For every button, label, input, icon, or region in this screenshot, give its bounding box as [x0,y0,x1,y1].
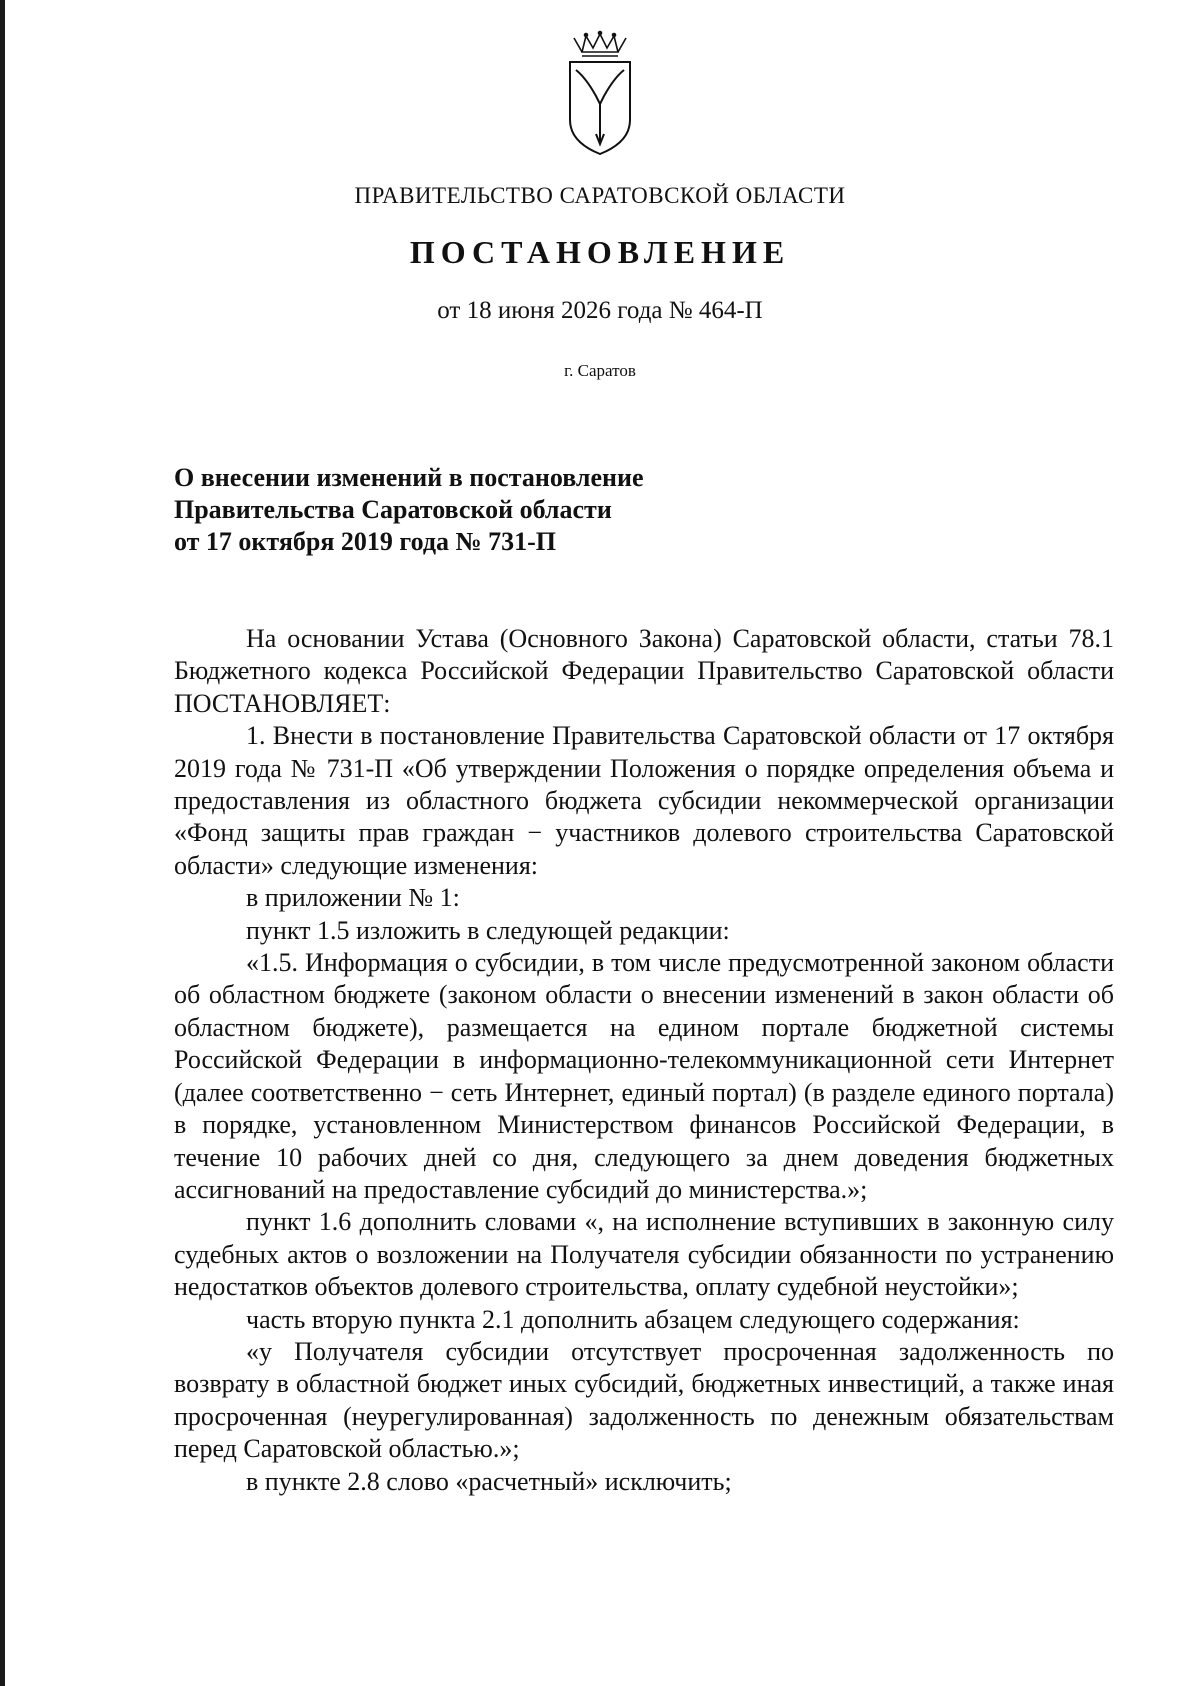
body-paragraph: пункт 1.5 изложить в следующей редакции: [246,915,730,945]
body-paragraph: пункт 1.6 дополнить словами «, на исполнение вступивших в законную силу судебных актов о возложении на Получателя субсидии обязанности по устранению недостатков объектов долевого строительства, оплату судебной неустойки»; [174,1207,1114,1302]
organization-name: ПРАВИТЕЛЬСТВО САРАТОВСКОЙ ОБЛАСТИ [354,183,846,208]
subject-line: Правительства Саратовской области [174,495,612,524]
document-city: г. Саратов [564,361,636,380]
body-paragraph: На основании Устава (Основного Закона) Саратовской области, статьи 78.1 Бюджетного кодекса Российской Федерации Правительство Саратовской области ПОСТАНОВЛЯЕТ: [174,624,1114,718]
subject-line: от 17 октября 2019 года № 731-П [174,527,557,556]
coat-of-arms-icon [560,30,640,160]
subject-line: О внесении изменений в постановление [174,463,644,492]
document-type: ПОСТАНОВЛЕНИЕ [409,234,791,270]
document-subject [174,462,874,558]
body-paragraph: в приложении № 1: [246,883,460,913]
document-date-number: от 18 июня 2026 года № 464-П [437,297,763,324]
body-paragraph: часть вторую пункта 2.1 дополнить абзацем следующего содержания: [246,1304,1020,1334]
body-paragraph: 1. Внести в постановление Правительства Саратовской области от 17 октября 2019 года № 731-П «Об утверждении Положения о порядке определения объема и предоставления из областного бюджета субсидии некоммерческой организации «Фонд защиты прав граждан − участников долевого строительства Саратовской области» следующие изменения: [174,721,1114,880]
document-body [174,623,1114,1498]
body-paragraph: «у Получателя субсидии отсутствует просроченная задолженность по возврату в областной бюджет иных субсидий, бюджетных инвестиций, а также иная просроченная (неурегулированная) задолженность по денежным обязательствам перед Саратовской областью.»; [174,1336,1114,1464]
body-paragraph: «1.5. Информация о субсидии, в том числе предусмотренной законом области об областном бюджете (законом области о внесении изменений в закон области об областном бюджете), размещается на едином портале бюджетной системы Российской Федерации в информационно-телекоммуникационной сети Интернет (далее соответственно − сеть Интернет, единый портал) (в разделе единого портала) в порядке, установленном Министерством финансов Российской Федерации, в течение 10 рабочих дней со дня, следующего за днем доведения бюджетных ассигнований на предоставление субсидий до министерства.»; [174,948,1114,1204]
body-paragraph: в пункте 2.8 слово «расчетный» исключить; [246,1466,732,1496]
